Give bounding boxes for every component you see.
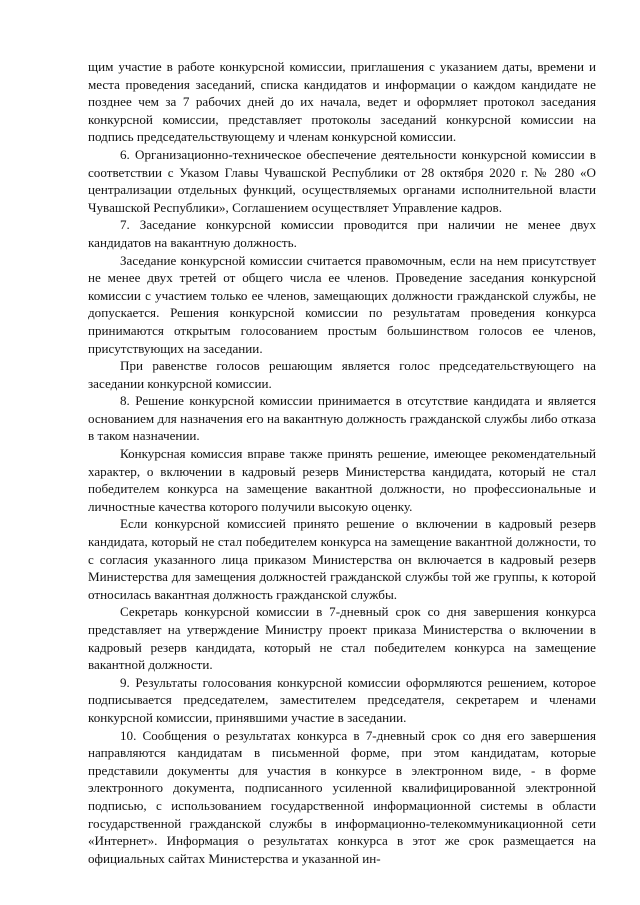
- document-page: [88, 58, 596, 867]
- paragraph-item-9: 9. Результаты голосования конкурсной комиссии оформляются решением, которое подписывается председателем, заместителем председателя, секретарем и членами конкурсной комиссии, принявшими участие в заседании.: [88, 674, 596, 725]
- paragraph-tie-vote: При равенстве голосов решающим является голос председательствующего на заседании конкурсной комиссии.: [88, 358, 596, 391]
- paragraph-quorum: Заседание конкурсной комиссии считается правомочным, если на нем присутствует не менее двух третей от общего числа ее членов. Проведение заседания конкурсной комиссии с участием только ее членов, замещающих должности гражданской службы, не допускается. Решения конкурсной комиссии по результатам проведения конкурса принимаются открытым голосованием простым большинством голосов ее членов, присутствующих на заседании.: [88, 252, 596, 356]
- paragraph-item-7: 7. Заседание конкурсной комиссии проводится при наличии не менее двух кандидатов на вакантную должность.: [88, 217, 596, 250]
- paragraph-item-6: 6. Организационно-техническое обеспечение деятельности конкурсной комиссии в соответствии с Указом Главы Чувашской Республики от 28 октября 2020 г. № 280 «О централизации отдельных функций, осуществляемых органами исполнительной власти Чувашской Республики», Соглашением осуществляет Управление кадров.: [88, 146, 596, 215]
- paragraph-reserve-inclusion: Если конкурсной комиссией принято решение о включении в кадровый резерв кандидата, который не стал победителем конкурса на замещение вакантной должности, то с согласия указанного лица приказом Министерства он включается в кадровый резерв Министерства для замещения должностей гражданской службы той же группы, к которой относилась вакантная должность гражданской службы.: [88, 516, 596, 602]
- paragraph-item-10: 10. Сообщения о результатах конкурса в 7-дневный срок со дня его завершения направляются кандидатам в письменной форме, при этом кандидатам, которые представили документы для участия в конкурсе в электронном виде, - в форме электронного документа, подписанного усиленной квалифицированной электронной подписью, с использованием государственной информационной системы в области государственной гражданской службы в информационно-телекоммуникационной сети «Интернет». Информация о результатах конкурса в этот же срок размещается на официальных сайтах Министерства и указанной ин-: [88, 727, 596, 866]
- paragraph-item-8: 8. Решение конкурсной комиссии принимается в отсутствие кандидата и является основанием для назначения его на вакантную должность гражданской службы либо отказа в таком назначении.: [88, 393, 596, 444]
- paragraph-recommendation: Конкурсная комиссия вправе также принять решение, имеющее рекомендательный характер, о включении в кадровый резерв Министерства кандидата, который не стал победителем конкурса на замещение вакантной должности, но профессиональные и личностные качества которого получили высокую оценку.: [88, 446, 596, 514]
- paragraph-continuation: щим участие в работе конкурсной комиссии, приглашения с указанием даты, времени и места проведения заседаний, списка кандидатов и информации о каждом кандидате не позднее чем за 7 рабочих дней до их начала, ведет и оформляет протокол заседания конкурсной комиссии, представляет протоколы заседаний конкурсной комиссии на подпись председательствующему и членам конкурсной комиссии.: [88, 59, 596, 145]
- paragraph-secretary: Секретарь конкурсной комиссии в 7-дневный срок со дня завершения конкурса представляет на утверждение Министру проект приказа Министерства о включении в кадровый резерв кандидата, который не стал победителем конкурса на замещение вакантной должности.: [88, 604, 596, 673]
